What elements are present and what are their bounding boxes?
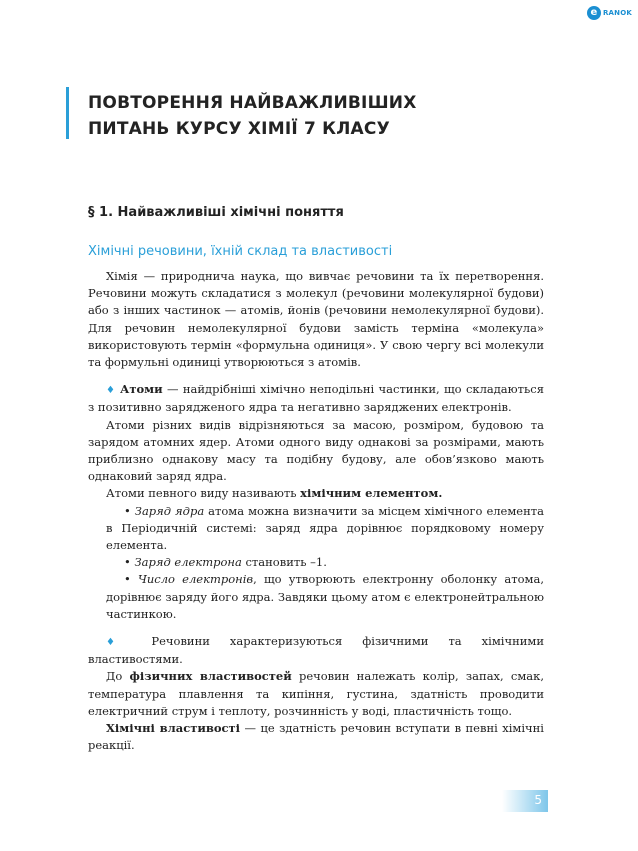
chemical-element-text: Атоми певного виду називають <box>106 486 301 501</box>
term-physical-properties: фізичних властивостей <box>129 669 292 684</box>
electron-charge-text: становить –1. <box>241 555 327 570</box>
term-electron-count: Число електронів <box>138 572 254 587</box>
list-marker: • <box>124 572 131 587</box>
chapter-title <box>88 90 588 142</box>
chapter-accent-bar <box>66 87 69 139</box>
chemical-properties-text: — це здатність речовин вступати в певні хімічні реакції. <box>88 721 544 753</box>
body-text <box>88 268 544 754</box>
logo-mark-icon: e <box>587 6 601 20</box>
diamond-bullet-icon: ♦ <box>106 637 132 649</box>
paragraph-atoms-differences: Атоми різних видів відрізняються за масою, розміром, будовою та зарядом атомних ядер. Атоми одного виду однакові за розмірами, мають приблизно однакову масу та подібну будову, але обов’язково мають однаковий заряд ядра. <box>88 417 544 484</box>
chapter-title-line-2: ПИТАНЬ КУРСУ ХІМІЇ 7 КЛАСУ <box>88 119 390 139</box>
list-marker: • <box>124 503 131 518</box>
list-marker: • <box>124 555 131 570</box>
list-item-electron-charge <box>88 554 544 571</box>
list-item-nucleus-charge <box>88 503 544 555</box>
term-nucleus-charge: Заряд ядра <box>134 503 205 518</box>
chapter-title-line-1: ПОВТОРЕННЯ НАЙВАЖЛИВІШИХ <box>88 93 417 113</box>
publisher-logo <box>587 6 632 20</box>
page-number: 5 <box>534 793 542 807</box>
page-number-box <box>502 790 548 812</box>
term-chemical-element: хімічним елементом. <box>300 486 443 501</box>
electron-count-text: , що утворюють електронну оболонку атома, дорівнює заряду його ядра. Завдяки цьому атом є електронейтральною частинкою. <box>106 572 544 621</box>
nucleus-charge-text: атома можна визначити за місцем хімічного елемента в Періодичній системі: заряд ядра дорівнює порядковому номеру елемента. <box>106 503 544 553</box>
paragraph-physical-properties <box>88 668 544 720</box>
diamond-bullet-icon: ♦ <box>106 385 116 397</box>
paragraph-chemical-properties <box>88 720 544 754</box>
list-item-electron-count <box>88 571 544 623</box>
physical-properties-text: речовин належать колір, запах, смак, температура плавлення та кипіння, густина, здатність проводити електричний струм і теплоту, розчинність у воді, пластичність тощо. <box>88 669 545 718</box>
logo-text: RANOK <box>602 9 632 17</box>
term-electron-charge: Заряд електрона <box>134 555 242 570</box>
subsection-title: Хімічні речовини, їхній склад та властивості <box>88 244 393 259</box>
physical-properties-pre: До <box>106 669 130 684</box>
paragraph-chemical-element <box>88 485 544 502</box>
term-atoms: Атоми <box>120 382 163 397</box>
section-title: § 1. Найважливіші хімічні поняття <box>88 205 344 220</box>
paragraph-atoms-definition <box>88 381 544 416</box>
term-chemical-properties: Хімічні властивості <box>106 721 241 736</box>
atoms-definition-text: — найдрібніші хімічно неподільні частинки, що складаються з позитивно зарядженого ядра та негативно заряджених електронів. <box>88 382 544 415</box>
paragraph-properties <box>88 633 544 668</box>
paragraph-chemistry-intro: Хімія — природнича наука, що вивчає речовини та їх перетворення. Речовини можуть складатися з молекул (речовини молекулярної будови) або з інших частинок — атомів, йонів (речовини немолекулярної будови). Для речовин немолекулярної будови замість терміна «молекула» використовують термін «формульна одиниця». У свою чергу всі молекули та формульні одиниці утворюються з атомів. <box>88 269 544 370</box>
properties-text: Речовини характеризуються фізичними та хімічними властивостями. <box>88 634 545 667</box>
